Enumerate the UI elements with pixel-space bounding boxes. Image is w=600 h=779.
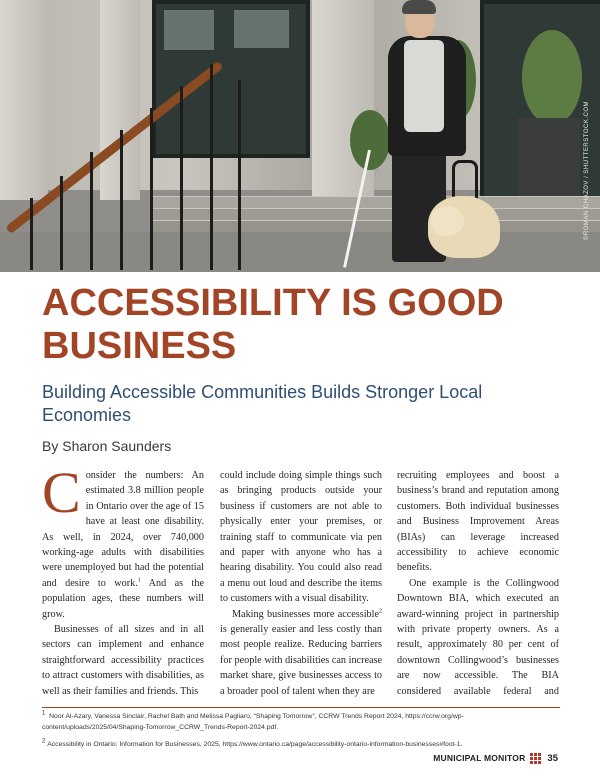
paragraph-text: is generally easier and less costly than most people realize. Reducing barriers for people with disabilities can increase market share, give businesses access to a broader pool of talent when they are xyxy=(220,624,382,697)
railing-baluster xyxy=(210,64,213,270)
page-number: 35 xyxy=(547,752,558,764)
footnote-number: 1 xyxy=(42,710,46,717)
person-cap xyxy=(402,0,436,14)
railing-baluster xyxy=(180,86,183,270)
footnote-number: 2 xyxy=(42,738,46,745)
magazine-name: MUNICIPAL MONITOR xyxy=(433,753,526,763)
railing-baluster xyxy=(120,130,123,270)
paragraph xyxy=(220,468,382,607)
footnote-ref: 2 xyxy=(379,608,382,615)
paragraph-text: recruiting employees and boost a business’s brand and reputation among customers. Both individual businesses and Business Improvement Areas (BIAs) can leverage increased accessibility to achieve economic benefits. xyxy=(397,470,559,574)
planter-tree xyxy=(522,30,582,125)
text-column-1 xyxy=(42,460,204,700)
paragraph xyxy=(397,468,559,576)
paragraph xyxy=(397,576,559,700)
person-shirt xyxy=(404,40,444,132)
railing-baluster xyxy=(238,80,241,270)
guide-dog-head xyxy=(430,206,464,236)
footnote-text: Noor Al-Azary, Vanessa Sinclair, Rachel Bath and Melissa Pagliaro, “Shaping Tomorrow”, CCRW Trends Report 2024, https://ccrw.org/wp-content/uploads/2025/04/Shaping-Tomorrow_CCRW_Trends-Report-2024.pdf. xyxy=(42,713,464,731)
paragraph-text: onsider the numbers: An estimated 3.8 million people in Ontario over the age of 15 have at least one disability. As well, in 2024, over 740,000 working-age adults with disabilities were unemployed but had the potential and desire to work. xyxy=(42,470,204,589)
magazine-logo-icon xyxy=(530,753,541,764)
paragraph-text: could include doing simple things such as bringing products outside your business if customers are not able to physically enter your premises, or training staff to communicate via pen and paper with anyone who has a hearing disability. You could also read a menu out loud and describe the items to customers with a visual disability. xyxy=(220,470,382,605)
pillar xyxy=(0,0,48,200)
shrub xyxy=(350,110,390,170)
footnote-text: Accessibility in Ontario: Information for Businesses, 2025, https://www.ontario.ca/page/accessibility-ontario-information-businesses#foot-1. xyxy=(47,741,463,748)
railing-baluster xyxy=(150,108,153,270)
paragraph xyxy=(42,460,204,622)
text-column-2 xyxy=(220,468,382,700)
paragraph xyxy=(42,622,204,699)
article-headline: ACCESSIBILITY IS GOOD BUSINESS xyxy=(42,282,504,367)
byline: By Sharon Saunders xyxy=(42,438,172,454)
hero-photo xyxy=(0,0,600,272)
footnote-rule xyxy=(42,707,560,708)
paragraph-text: And as the population ages, these numbers will grow. xyxy=(42,577,204,620)
footnote-2 xyxy=(42,739,560,750)
paragraph xyxy=(220,607,382,699)
paragraph-text: Businesses of all sizes and in all sectors can implement and enhance straightforward accessibility practices to attract customers with disabilities, as well as their families and friends. This xyxy=(42,624,204,697)
photo-credit: ©ROMAN CHAZOV / SHUTTERSTOCK.COM xyxy=(584,101,590,240)
railing-baluster xyxy=(60,176,63,270)
text-column-3 xyxy=(397,468,559,700)
railing-baluster xyxy=(30,198,33,270)
paragraph-text: Making businesses more accessible xyxy=(232,608,379,620)
railing-baluster xyxy=(90,152,93,270)
footnote-1 xyxy=(42,711,560,733)
page-footer xyxy=(400,751,558,765)
footnote-ref: 1 xyxy=(137,577,141,584)
article-subheading: Building Accessible Communities Builds Stronger Local Economies xyxy=(42,382,483,425)
glass-door xyxy=(152,0,310,158)
paragraph-text: One example is the Collingwood Downtown BIA, which executed an award-winning project in partnership with private property owners. As a result, approximately 80 per cent of downtown Collingwood’s businesses are now accessible. The BIA considered available federal and xyxy=(397,577,559,697)
drop-cap: C xyxy=(42,460,81,525)
